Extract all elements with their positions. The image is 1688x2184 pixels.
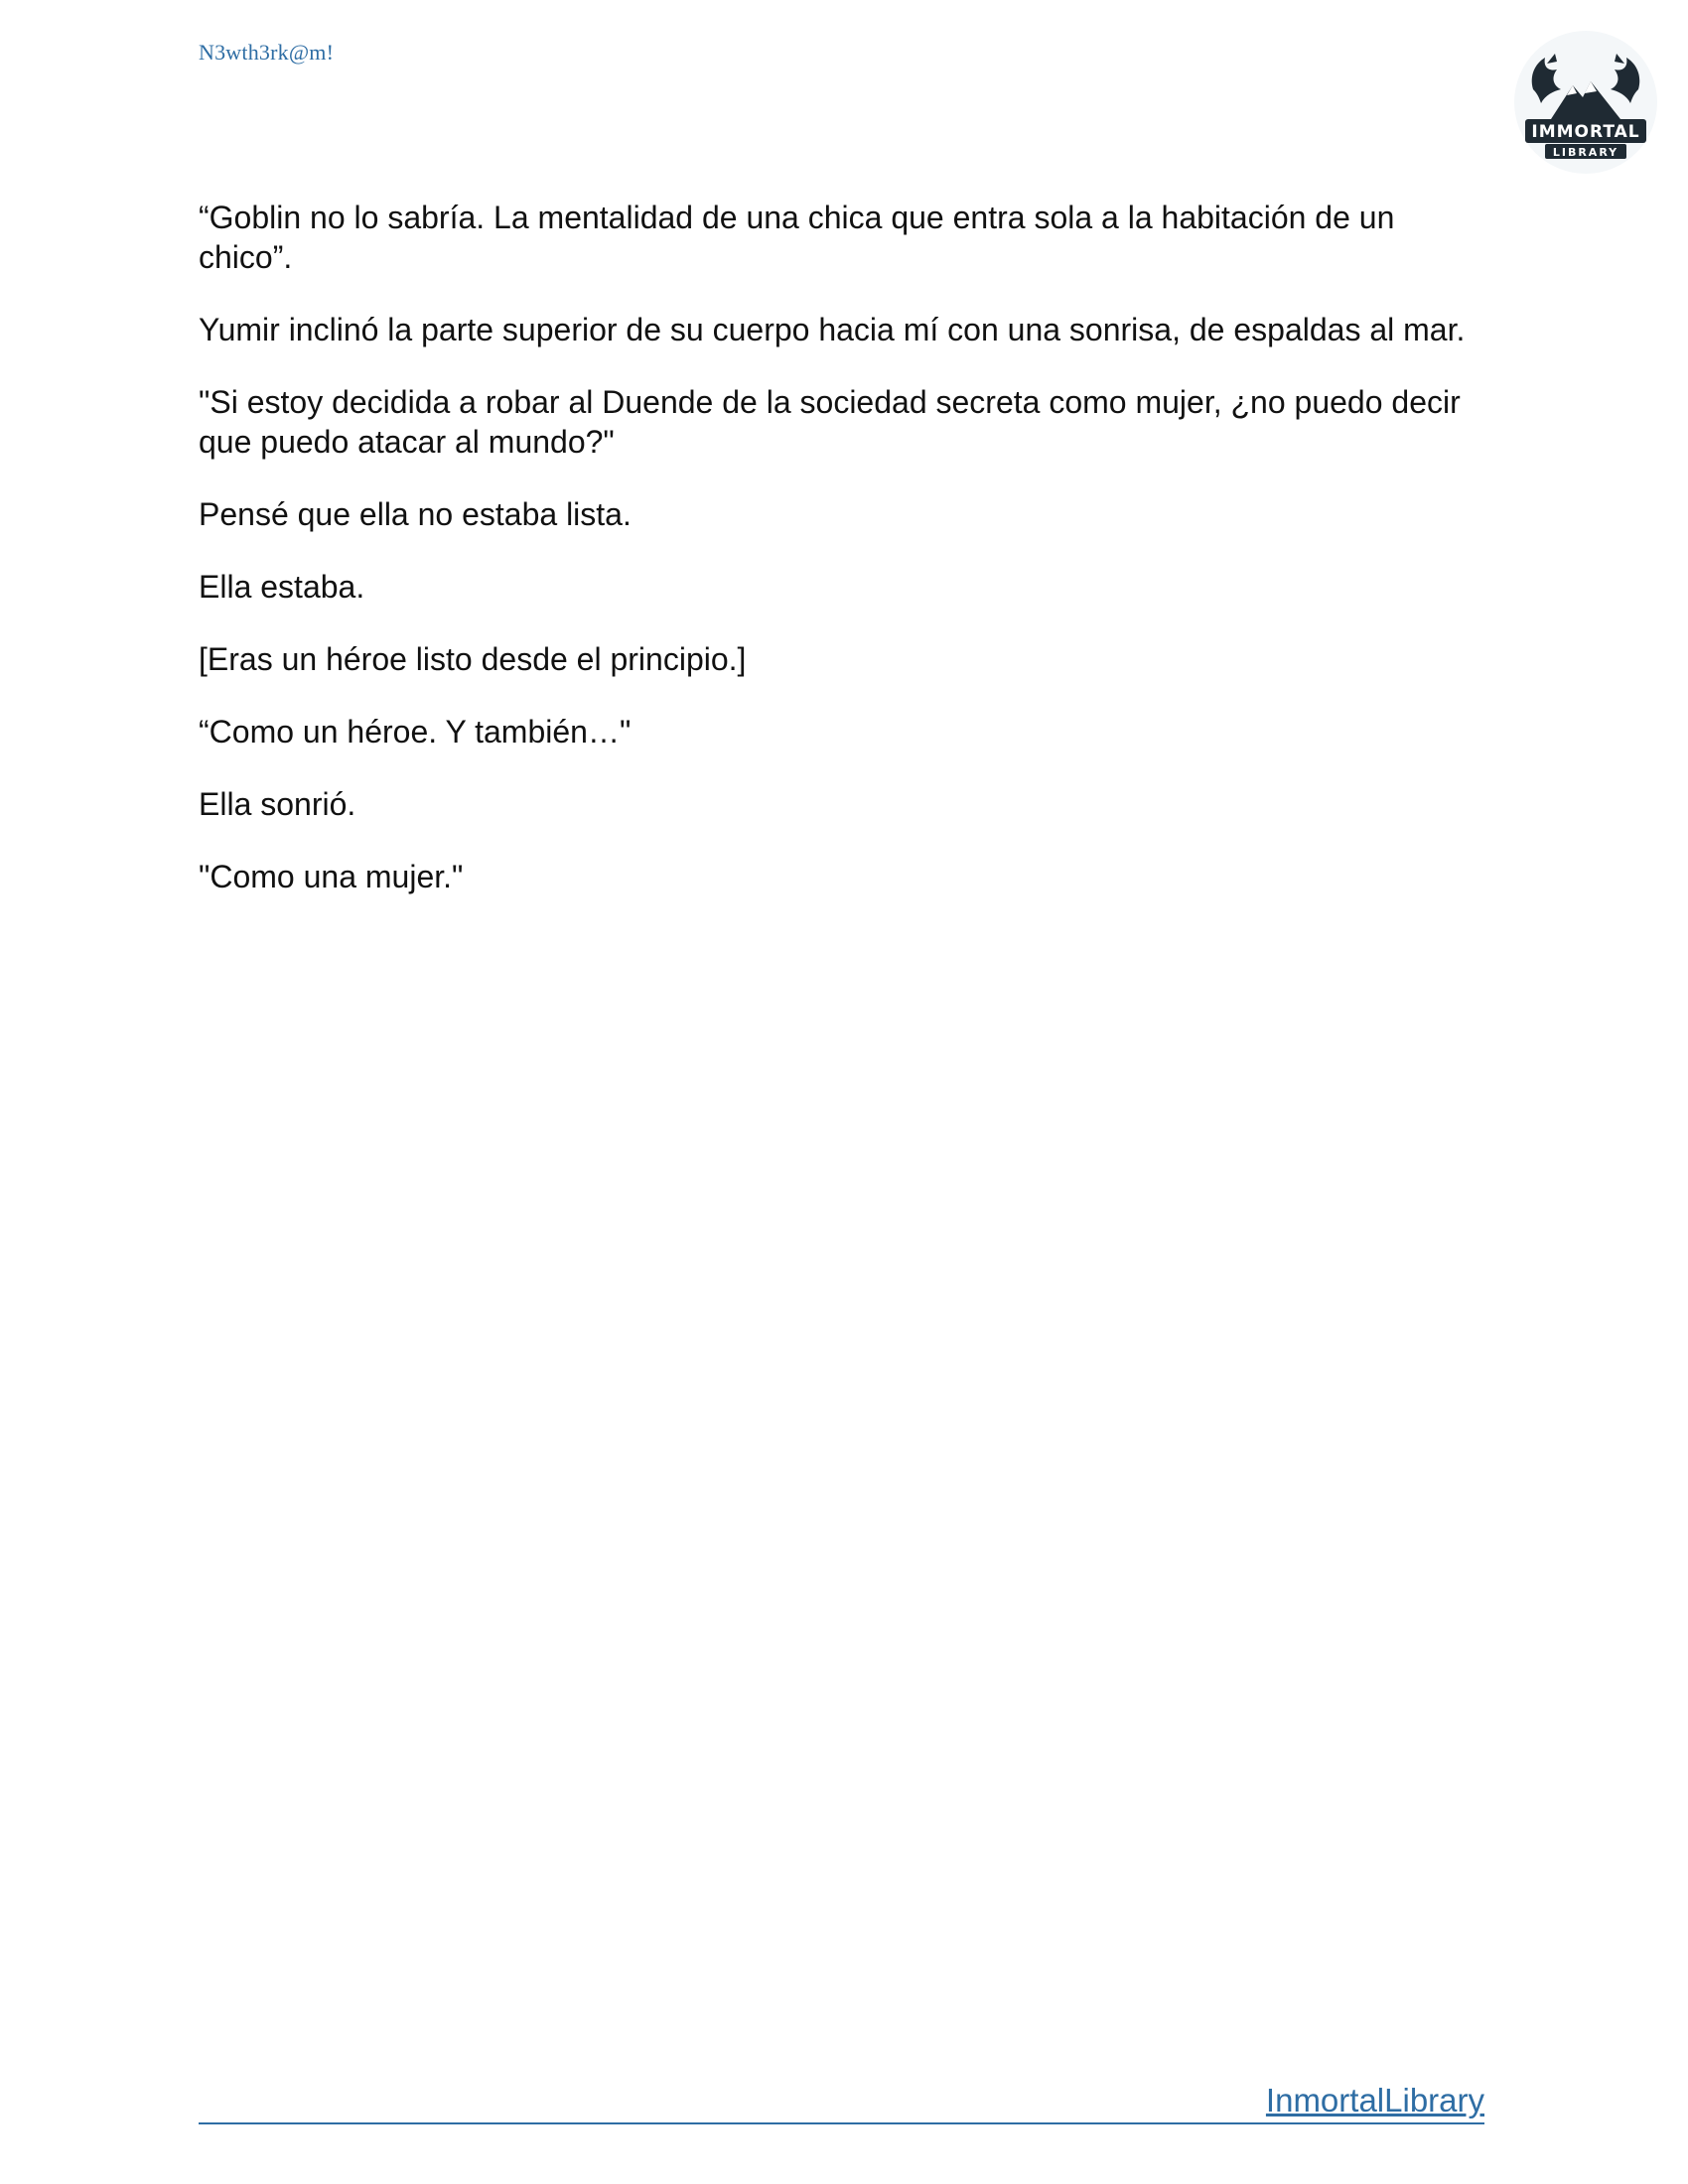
header-tag: N3wth3rk@m!	[199, 40, 335, 65]
paragraph: Pensé que ella no estaba lista.	[199, 496, 632, 532]
paragraph: “Como un héroe. Y también…"	[199, 714, 632, 750]
paragraph: Ella estaba.	[199, 569, 365, 605]
immortal-library-logo	[1511, 28, 1660, 177]
logo-title: IMMORTAL	[1531, 122, 1640, 142]
logo-subtitle: LIBRARY	[1552, 146, 1619, 159]
paragraph: "Si estoy decidida a robar al Duende de la sociedad secreta como mujer, ¿no puedo decir que puedo atacar al mundo?"	[199, 384, 1461, 460]
story-text	[199, 198, 1479, 929]
paragraph: "Como una mujer."	[199, 859, 464, 894]
paragraph: “Goblin no lo sabría. La mentalidad de una chica que entra sola a la habitación de un chico”.	[199, 200, 1395, 275]
footer-rule	[199, 2075, 1484, 2124]
paragraph: Ella sonrió.	[199, 786, 356, 822]
paragraph: Yumir inclinó la parte superior de su cuerpo hacia mí con una sonrisa, de espaldas al mar.	[199, 312, 1466, 347]
paragraph: [Eras un héroe listo desde el principio.]	[199, 641, 747, 677]
footer-site-link[interactable]: InmortalLibrary	[1265, 2082, 1484, 2118]
